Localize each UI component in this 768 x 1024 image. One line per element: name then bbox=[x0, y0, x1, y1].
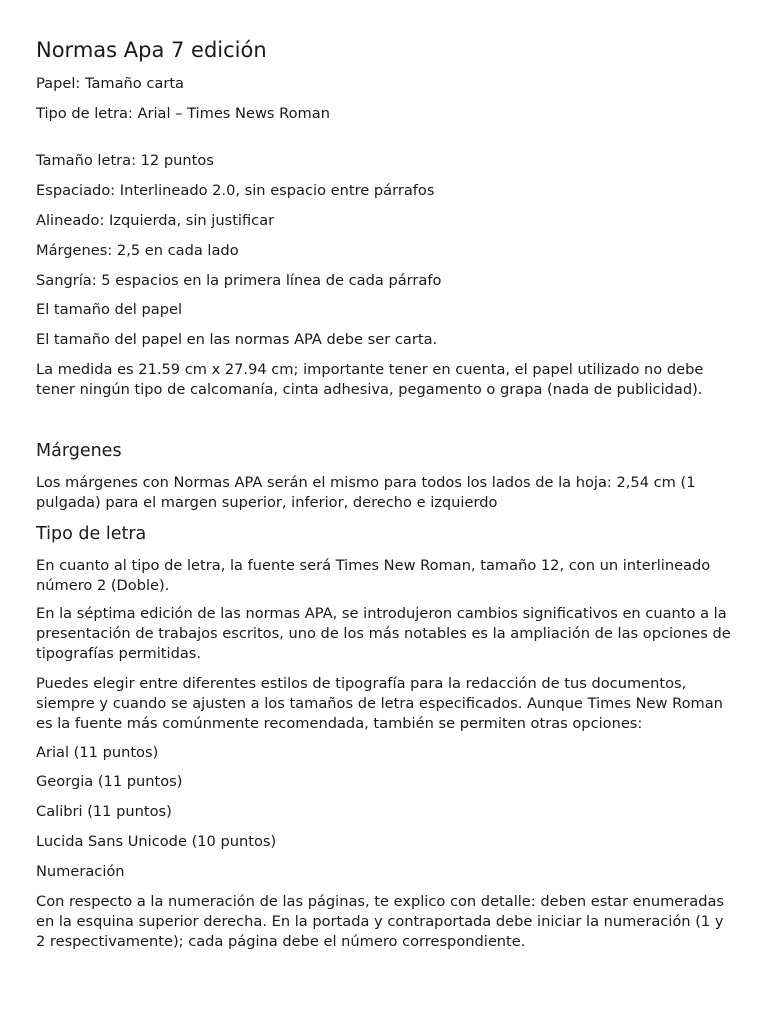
paper-measure-paragraph: La medida es 21.59 cm x 27.94 cm; importante tener en cuenta, el papel utilizado no debe tener ningún tipo de calcomanía, cinta adhesiva, pegamento o grapa (nada de publicidad). bbox=[36, 361, 704, 398]
paper-size-paragraph: El tamaño del papel en las normas APA debe ser carta. bbox=[36, 331, 438, 348]
margins-heading: Márgenes bbox=[36, 441, 122, 461]
font-type-line: Tipo de letra: Arial – Times News Roman bbox=[36, 105, 330, 122]
page-title: Normas Apa 7 edición bbox=[36, 38, 267, 62]
font-type-heading: Tipo de letra bbox=[36, 524, 147, 544]
paper-size-line: Papel: Tamaño carta bbox=[36, 75, 184, 92]
font-type-paragraph: En cuanto al tipo de letra, la fuente será Times New Roman, tamaño 12, con un interlineado número 2 (Doble). bbox=[36, 557, 711, 594]
numbering-paragraph: Con respecto a la numeración de las páginas, te explico con detalle: deben estar enumeradas en la esquina superior derecha. En la portada y contraportada debe iniciar la numeración (1 y 2 respectivamente); cada página debe el número correspondiente. bbox=[36, 893, 725, 950]
spacing-line: Espaciado: Interlineado 2.0, sin espacio entre párrafos bbox=[36, 182, 435, 199]
paper-size-label: El tamaño del papel bbox=[36, 301, 182, 318]
font-size-line: Tamaño letra: 12 puntos bbox=[36, 152, 214, 169]
font-option-item: Calibri (11 puntos) bbox=[36, 803, 172, 820]
font-option-item: Lucida Sans Unicode (10 puntos) bbox=[36, 833, 277, 850]
font-options-paragraph: Puedes elegir entre diferentes estilos de tipografía para la redacción de tus documentos, siempre y cuando se ajusten a los tamaños de letra especificados. Aunque Times New Roman es la fuente más comúnmente recomendada, también se permiten otras opciones: bbox=[36, 675, 723, 732]
apa7-changes-paragraph: En la séptima edición de las normas APA, se introdujeron cambios significativos en cuanto a la presentación de trabajos escritos, uno de los más notables es la ampliación de las opciones de tipografías permitidas. bbox=[36, 605, 731, 662]
alignment-line: Alineado: Izquierda, sin justificar bbox=[36, 212, 275, 229]
margins-line: Márgenes: 2,5 en cada lado bbox=[36, 242, 239, 259]
font-option-item: Georgia (11 puntos) bbox=[36, 773, 183, 790]
margins-paragraph: Los márgenes con Normas APA serán el mismo para todos los lados de la hoja: 2,54 cm (1 pulgada) para el margen superior, inferior, derecho e izquierdo bbox=[36, 474, 696, 511]
font-option-item: Arial (11 puntos) bbox=[36, 744, 159, 761]
numbering-label: Numeración bbox=[36, 863, 125, 880]
indent-line: Sangría: 5 espacios en la primera línea de cada párrafo bbox=[36, 272, 442, 289]
